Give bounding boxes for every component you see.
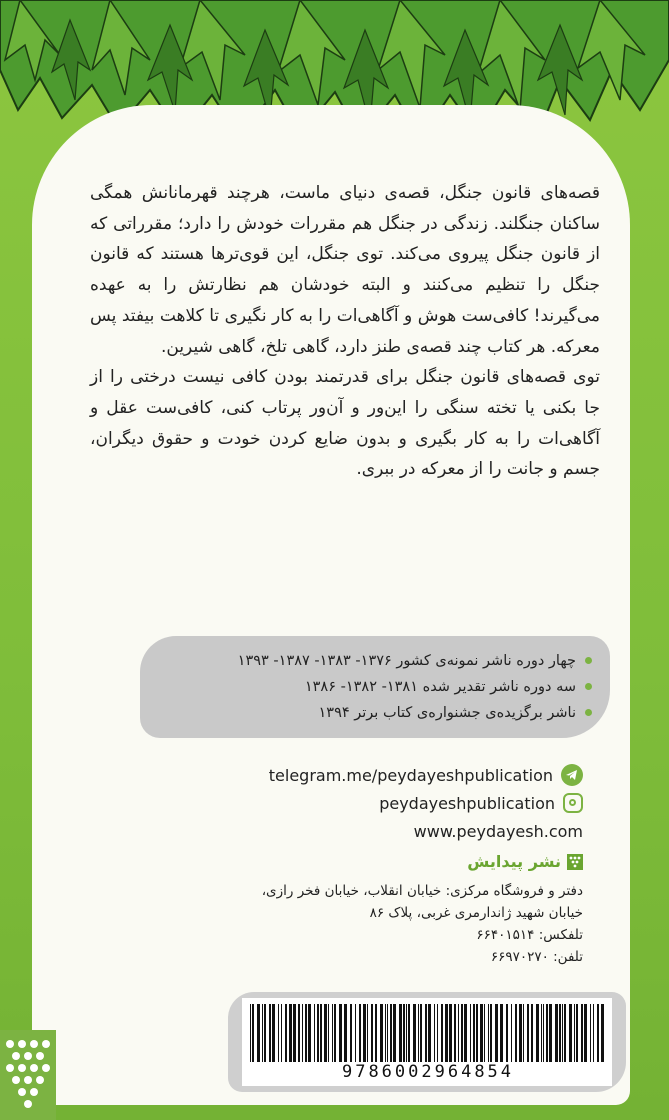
publisher-address — [183, 880, 583, 968]
book-description — [90, 178, 600, 485]
instagram-link[interactable]: peydayeshpublication — [379, 793, 555, 813]
description-paragraph-1: قصه‌های قانون جنگل، قصه‌ی دنیای ماست، هرچند قهرمانانش همگی ساکنان جنگلند. زندگی در جنگل هم مقررات خودش را دارد؛ مقرراتی که از قانون جنگل پیروی می‌کند. توی جنگل، این قوی‌ترها هستند که قانون جنگل را تنظیم می‌کنند و البته خودشان هم نظارتش را به عهده می‌گیرند! کافی‌ست هوش و آگاهی‌ات را به کار نگیری تا کلاهت بیفتد پس معرکه. هر کتاب چند قصه‌ی طنز دارد، گاهی تلخ، گاهی شیرین. — [90, 183, 600, 357]
address-line: خیابان شهید ژاندارمری غربی، پلاک ۸۶ — [369, 905, 583, 921]
barcode-number: 9786002964854 — [341, 1062, 515, 1082]
awards-box — [140, 636, 610, 738]
address-line: دفتر و فروشگاه مرکزی: خیابان انقلاب، خیابان فخر رازی، — [261, 883, 583, 899]
publisher-name-row — [467, 852, 583, 871]
publisher-name: نشر پیدایش — [467, 852, 561, 871]
publisher-logo-icon — [567, 854, 583, 870]
telegram-contact[interactable] — [269, 764, 583, 786]
barcode — [242, 998, 612, 1086]
telegram-icon — [561, 764, 583, 786]
telegram-link[interactable]: telegram.me/peydayeshpublication — [268, 765, 553, 785]
publisher-corner-logo — [0, 1030, 56, 1120]
phone-line: تلفن: ۶۶۹۷۰۲۷۰ — [490, 949, 583, 965]
instagram-contact[interactable] — [379, 793, 583, 813]
website-contact[interactable] — [414, 822, 583, 841]
website-link[interactable]: www.peydayesh.com — [413, 822, 583, 841]
instagram-icon — [563, 793, 583, 813]
award-item: ناشر برگزیده‌ی جشنواره‌ی کتاب برتر ۱۳۹۴ — [150, 700, 592, 726]
description-paragraph-2: توی قصه‌های قانون جنگل برای قدرتمند بودن کافی نیست درختی را از جا بکنی یا تخته سنگی را این‌ور و آن‌ور پرتاب کنی، کافی‌ست عقل و آگاهی‌ات را به کار بگیری و بدون ضایع کردن خودت و حقوق دیگران، جسم و جانت را از معرکه در ببری. — [90, 367, 600, 480]
awards-list — [140, 636, 610, 726]
barcode-bars — [248, 1004, 606, 1062]
fax-line: تلفکس: ۶۶۴۰۱۵۱۴ — [476, 927, 583, 943]
award-item: چهار دوره ناشر نمونه‌ی کشور ۱۳۷۶- ۱۳۸۳- ۱۳۸۷- ۱۳۹۳ — [150, 648, 592, 674]
award-item: سه دوره ناشر تقدیر شده ۱۳۸۱- ۱۳۸۲- ۱۳۸۶ — [150, 674, 592, 700]
barcode-box — [228, 992, 626, 1092]
